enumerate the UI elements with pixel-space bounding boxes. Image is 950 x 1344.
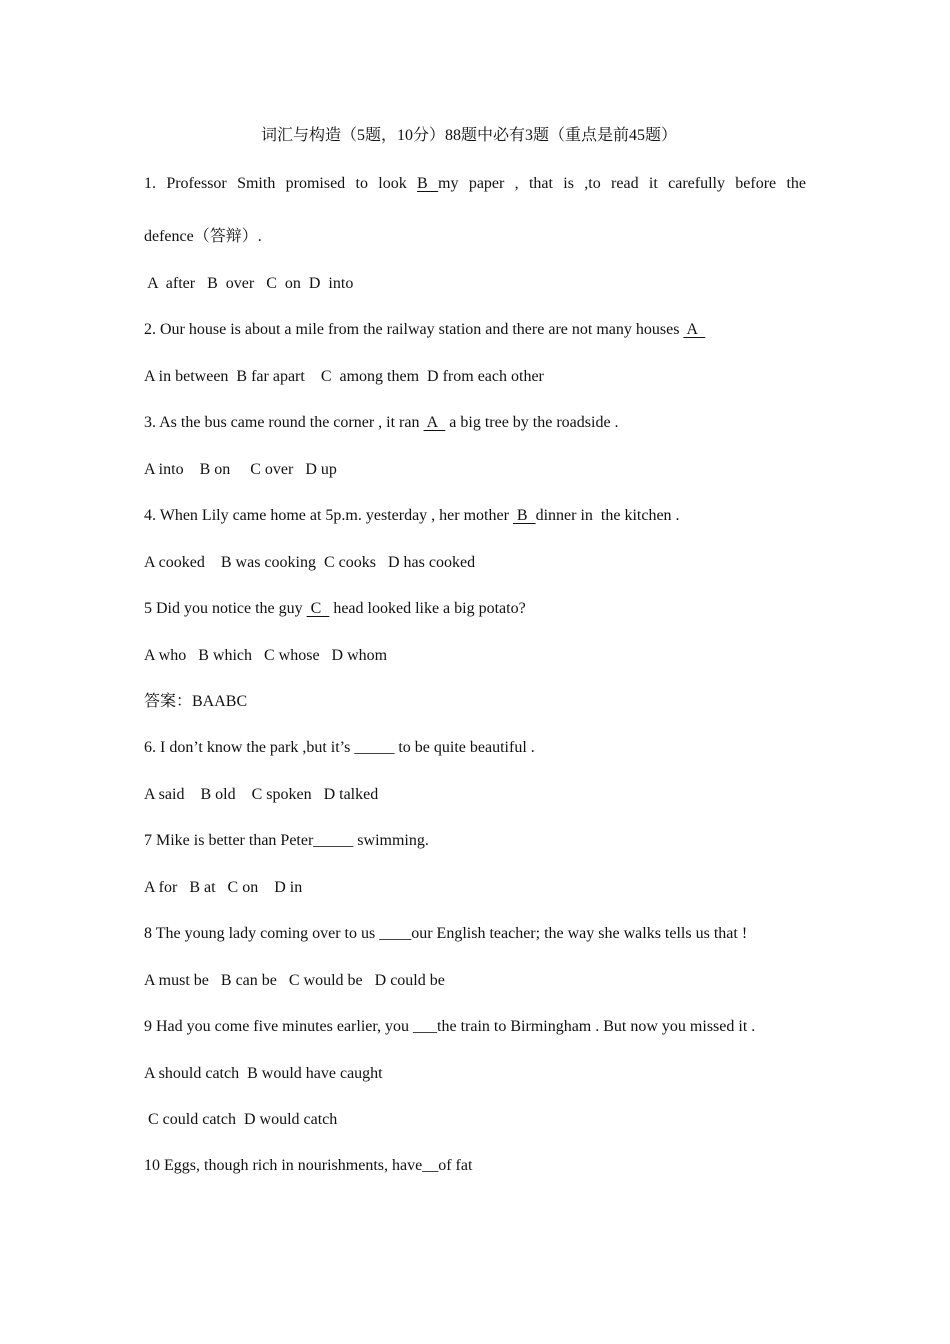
question-5-text-a: 5 Did you notice the guy bbox=[144, 600, 307, 617]
question-3-stem bbox=[144, 413, 619, 433]
question-9-options-b: C could catch D would catch bbox=[144, 1111, 338, 1128]
question-1-text-b: my paper , that is ,to read it carefully before the bbox=[438, 175, 807, 192]
question-3-text-b: a big tree by the roadside . bbox=[445, 414, 619, 431]
question-6-options: A said B old C spoken D talked bbox=[144, 786, 379, 803]
question-1-stem-cont: defence（答辩）. bbox=[144, 228, 262, 245]
question-2-stem bbox=[144, 320, 705, 340]
question-4-options: A cooked B was cooking C cooks D has cooked bbox=[144, 554, 476, 571]
question-5-text-b: head looked like a big potato? bbox=[329, 600, 526, 617]
question-2-options: A in between B far apart C among them D from each other bbox=[144, 368, 544, 385]
question-1-options: A after B over C on D into bbox=[144, 275, 354, 292]
question-4-answer-blank: B bbox=[512, 507, 536, 524]
question-10-stem: 10 Eggs, though rich in nourishments, have__of fat bbox=[144, 1157, 473, 1174]
question-4-stem bbox=[144, 506, 680, 526]
question-1-stem bbox=[144, 174, 806, 194]
question-5-options: A who B which C whose D whom bbox=[144, 647, 388, 664]
question-2-text-a: 2. Our house is about a mile from the railway station and there are not many houses bbox=[144, 321, 684, 338]
question-7-options: A for B at C on D in bbox=[144, 879, 303, 896]
question-7-stem: 7 Mike is better than Peter_____ swimming. bbox=[144, 832, 429, 849]
question-3-text-a: 3. As the bus came round the corner , it ran bbox=[144, 414, 424, 431]
question-1-text-a: 1. Professor Smith promised to look bbox=[144, 175, 418, 192]
question-3-answer-blank: A bbox=[423, 414, 446, 431]
section-title: 词汇与构造（5题，10分）88题中必有3题（重点是前45题） bbox=[260, 127, 677, 144]
question-2-answer-blank: A bbox=[683, 321, 706, 338]
question-1-answer-blank: B bbox=[417, 175, 439, 192]
question-5-stem bbox=[144, 599, 526, 619]
question-9-options-a: A should catch B would have caught bbox=[144, 1065, 383, 1082]
question-3-options: A into B on C over D up bbox=[144, 461, 337, 478]
question-6-stem: 6. I don’t know the park ,but it’s _____ to be quite beautiful . bbox=[144, 739, 535, 756]
question-8-options: A must be B can be C would be D could be bbox=[144, 972, 445, 989]
question-9-stem: 9 Had you come five minutes earlier, you ___the train to Birmingham . But now you missed it . bbox=[144, 1018, 756, 1035]
answer-key: 答案：BAABC bbox=[144, 693, 248, 710]
question-8-stem: 8 The young lady coming over to us ____our English teacher; the way she walks tells us that ! bbox=[144, 925, 748, 942]
question-4-text-a: 4. When Lily came home at 5p.m. yesterday , her mother bbox=[144, 507, 513, 524]
question-5-answer-blank: C bbox=[306, 600, 330, 617]
question-4-text-b: dinner in the kitchen . bbox=[535, 507, 680, 524]
